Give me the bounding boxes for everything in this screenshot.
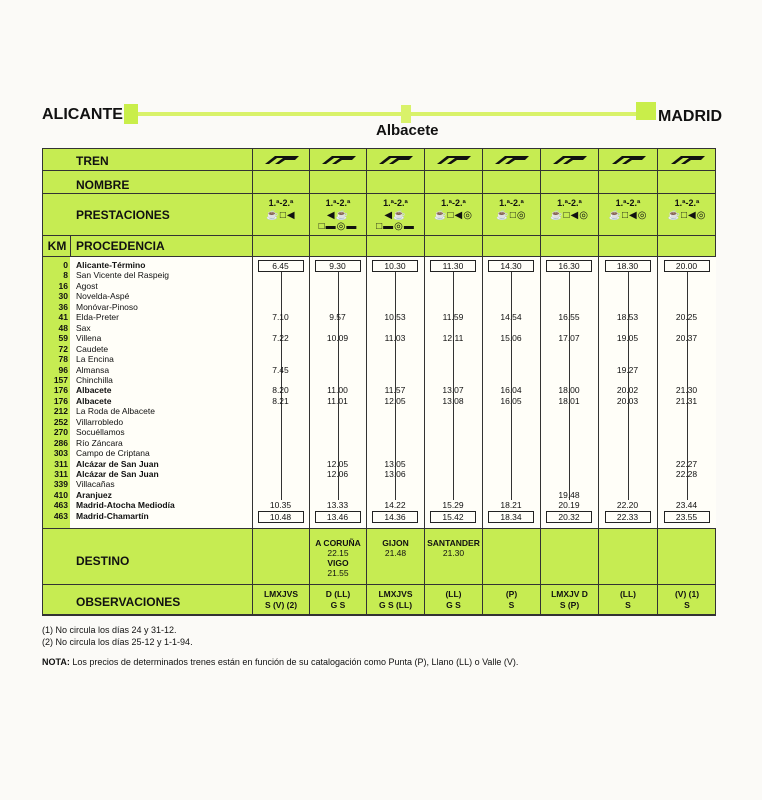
cup-icon: ☕ (667, 210, 681, 221)
time-cell: 12.05 (326, 458, 349, 469)
boxed-time: 23.55 (664, 511, 710, 523)
cup-icon: ☕ (266, 210, 280, 221)
services-icons (310, 210, 367, 232)
class-label: 1.ª-2.ª (441, 198, 466, 208)
destination-line: VIGO (327, 558, 349, 568)
km-value: 176 (53, 395, 68, 406)
observation-line: S (P) (559, 600, 580, 610)
boxed-time: 9.30 (315, 260, 361, 272)
grid-hline (42, 170, 716, 171)
speaker-icon: ◀ (629, 210, 638, 221)
time-cell: 15.29 (442, 500, 464, 511)
time-cell: 22.20 (616, 500, 639, 511)
services-icons (659, 210, 716, 221)
km-value: 30 (58, 291, 68, 302)
station-name: Madrid-Atocha Mediodía (76, 500, 175, 511)
ic-logo-icon (608, 154, 648, 166)
ic-logo-icon (667, 154, 707, 166)
observation-line: LMXJVS (263, 589, 298, 599)
km-value: 303 (53, 448, 68, 459)
observation-line: (P) (505, 589, 518, 599)
boxed-time: 6.45 (258, 260, 304, 272)
seat-icon: □ (509, 210, 517, 221)
services-icons (483, 210, 540, 221)
ic-logo-icon (491, 154, 531, 166)
time-cell: 20.19 (558, 500, 580, 511)
cup-icon: ☕ (608, 210, 622, 221)
observations-cell (367, 589, 424, 611)
km-value: 463 (53, 500, 68, 511)
time-cell: 7.22 (272, 333, 289, 344)
km-value: 212 (53, 406, 68, 417)
cup-icon: ☕ (393, 210, 407, 221)
grid-hline (42, 615, 716, 616)
origin-title: ALICANTE (42, 106, 123, 123)
observation-line: LMXJVS (378, 589, 413, 599)
time-cell: 9.57 (329, 312, 346, 323)
time-cell: 18.21 (500, 500, 522, 511)
cup-icon: ☕ (550, 210, 564, 221)
time-cell: 18.01 (558, 395, 580, 406)
station-name: Madrid-Chamartín (76, 510, 149, 521)
boxed-time: 18.30 (605, 260, 651, 272)
observations-cell (483, 589, 540, 611)
headphone-icon: ◎ (463, 210, 473, 221)
time-cell: 14.54 (500, 312, 522, 323)
km-value: 36 (58, 301, 68, 312)
station-name: Villarrobledo (76, 416, 124, 427)
km-value: 8 (63, 270, 68, 281)
observations-cell (659, 589, 716, 611)
observation-line: S (508, 600, 515, 610)
time-cell: 20.37 (675, 333, 698, 344)
time-cell: 13.33 (326, 500, 349, 511)
time-cell: 8.20 (272, 385, 289, 396)
nota-label: NOTA: (42, 657, 70, 667)
cup-icon: ☕ (434, 210, 448, 221)
label-observaciones: OBSERVACIONES (76, 595, 181, 609)
grid-hline (42, 193, 716, 194)
time-cell: 12.05 (384, 395, 406, 406)
services-icons (541, 210, 598, 221)
headphone-icon: ◎ (579, 210, 589, 221)
time-cell: 22.28 (675, 469, 698, 479)
km-value: 41 (58, 312, 68, 323)
car-icon: ▬ (346, 221, 358, 232)
time-cell: 13.07 (442, 385, 464, 396)
station-name: La Roda de Albacete (76, 406, 155, 417)
nota (42, 657, 518, 667)
km-value: 48 (58, 322, 68, 333)
label-tren: TREN (76, 154, 109, 168)
class-label: 1.ª-2.ª (615, 198, 641, 208)
observations-cell (310, 589, 367, 611)
time-cell: 11.59 (442, 312, 464, 323)
destination-title: MADRID (658, 108, 722, 125)
observation-line: (LL) (445, 589, 462, 599)
grid-hline (42, 584, 716, 585)
time-cell: 11.00 (327, 385, 348, 396)
seat-icon: □ (621, 210, 630, 221)
time-cell: 19.48 (558, 489, 580, 500)
station-name: Alicante-Término (76, 260, 146, 270)
observation-line: (LL) (619, 589, 637, 599)
station-name: La Encina (76, 354, 114, 365)
km-value: 78 (58, 354, 68, 365)
station-name: Alcázar de San Juan (76, 458, 159, 469)
station-name: Alcázar de San Juan (76, 469, 159, 479)
speaker-icon: ◀ (384, 210, 394, 221)
station-name: Caudete (76, 343, 109, 354)
grid-hline (42, 235, 716, 236)
speaker-icon: ◀ (688, 210, 697, 221)
observation-line: S (625, 600, 631, 610)
class-label: 1.ª-2.ª (674, 198, 700, 208)
destination-line: 21.30 (442, 548, 465, 558)
km-value: 339 (53, 479, 68, 490)
label-destino: DESTINO (76, 554, 130, 568)
time-cell: 18.00 (558, 385, 580, 396)
class-label: 1.ª-2.ª (499, 198, 524, 208)
station-name: Río Záncara (76, 437, 123, 448)
time-cell: 11.03 (384, 333, 406, 344)
ic-logo-icon (318, 154, 358, 166)
car-icon: ▬ (383, 221, 395, 232)
grid-hline (42, 528, 716, 529)
seat-icon: □ (376, 221, 384, 232)
time-cell: 19.05 (616, 333, 639, 344)
observation-line: LMXJV D (551, 589, 588, 599)
destination-line: SANTANDER (427, 538, 480, 548)
observations-cell (253, 589, 310, 611)
destination-cell (367, 538, 424, 558)
speaker-icon: ◀ (454, 210, 464, 221)
destination-cell (425, 538, 482, 558)
headphone-icon: ◎ (696, 210, 707, 221)
headphone-icon: ◎ (336, 221, 347, 232)
km-value: 16 (58, 280, 68, 291)
station-name: Aranjuez (76, 489, 112, 500)
observation-line: S (684, 600, 690, 610)
time-cell: 10.35 (269, 500, 292, 511)
speaker-icon: ◀ (286, 210, 296, 221)
boxed-time: 18.34 (488, 511, 534, 523)
grid-vline (70, 235, 71, 256)
km-value: 311 (54, 458, 68, 469)
class-label: 1.ª-2.ª (383, 198, 408, 208)
station-name: San Vicente del Raspeig (76, 270, 169, 281)
time-cell: 22.27 (675, 458, 698, 469)
km-value: 286 (53, 437, 68, 448)
station-name: Campo de Criptana (76, 448, 150, 459)
time-cell: 16.55 (558, 312, 580, 323)
destination-line: 21.48 (384, 548, 407, 558)
observations-cell (425, 589, 482, 611)
car-icon: ▬ (325, 221, 337, 232)
station-name: Sax (76, 322, 91, 333)
station-name: Socuéllamos (76, 427, 125, 438)
time-cell: 21.30 (675, 385, 698, 396)
boxed-time: 10.30 (372, 260, 418, 272)
boxed-time: 20.00 (664, 260, 710, 272)
destination-line: A CORUÑA (315, 538, 361, 548)
cup-icon: ☕ (335, 210, 350, 221)
time-cell: 13.08 (442, 395, 464, 406)
grid-hline (42, 256, 716, 257)
time-cell: 21.31 (675, 395, 698, 406)
time-cell: 7.45 (272, 364, 289, 375)
station-name: Villacañas (76, 479, 115, 490)
station-name: Villena (76, 333, 102, 344)
nota-text: Los precios de determinados trenes están en función de su catalogación como Punta (P), Llano (LL) o Valle (V). (69, 657, 519, 667)
services-icons (425, 210, 482, 221)
km-value: 463 (53, 510, 68, 521)
time-cell: 13.06 (384, 469, 406, 479)
time-cell: 17.07 (558, 333, 580, 344)
km-value: 311 (54, 469, 68, 479)
time-cell: 10.09 (326, 333, 349, 344)
observations-cell (541, 589, 598, 611)
time-cell: 7.10 (272, 312, 289, 323)
route-line (125, 112, 637, 116)
speaker-icon: ◀ (326, 210, 336, 221)
time-cell: 11.57 (384, 385, 406, 396)
time-cell: 18.53 (616, 312, 639, 323)
class-label: 1.ª-2.ª (268, 198, 294, 208)
km-value: 252 (53, 416, 68, 427)
headphone-icon: ◎ (394, 221, 404, 232)
time-cell: 10.53 (384, 312, 406, 323)
station-name: Chinchilla (76, 374, 113, 385)
seat-icon: □ (447, 210, 455, 221)
seat-icon: □ (318, 221, 326, 232)
station-name: Agost (76, 280, 98, 291)
ic-logo-icon (549, 154, 589, 166)
observation-line: (V) (1) (674, 589, 700, 599)
observation-line: G S (330, 600, 346, 610)
destination-line: GIJON (382, 538, 409, 548)
boxed-time: 14.30 (488, 260, 534, 272)
station-name: Albacete (76, 385, 112, 396)
class-label: 1.ª-2.ª (325, 198, 351, 208)
observation-line: G S (446, 600, 461, 610)
cup-icon: ☕ (496, 210, 510, 221)
route-marker-destination (636, 102, 656, 120)
boxed-time: 15.42 (430, 511, 476, 523)
time-cell: 16.05 (500, 395, 522, 406)
boxed-time: 13.46 (315, 511, 361, 523)
class-label: 1.ª-2.ª (557, 198, 582, 208)
time-cell: 11.01 (327, 395, 348, 406)
station-name: Almansa (76, 364, 110, 375)
station-name: Elda-Preter (76, 312, 119, 323)
boxed-time: 14.36 (372, 511, 418, 523)
destination-line: 22.15 (327, 548, 349, 558)
km-value: 96 (58, 364, 68, 375)
seat-icon: □ (563, 210, 571, 221)
boxed-time: 22.33 (605, 511, 651, 523)
km-value: 72 (58, 343, 68, 354)
car-icon: ▬ (403, 221, 415, 232)
time-cell: 20.02 (616, 385, 639, 396)
footnote-1: (1) No circula los días 24 y 31-12. (42, 625, 177, 635)
ic-logo-icon (433, 154, 473, 166)
boxed-time: 11.30 (430, 260, 476, 272)
km-value: 157 (53, 374, 68, 385)
time-cell: 20.25 (675, 312, 698, 323)
label-nombre: NOMBRE (76, 178, 130, 192)
time-cell: 16.04 (500, 385, 522, 396)
station-name: Monóvar-Pinoso (76, 301, 138, 312)
observation-line: D (LL) (325, 589, 351, 599)
destination-line: 21.55 (327, 568, 349, 578)
services-icons (600, 210, 657, 221)
boxed-time: 10.48 (258, 511, 304, 523)
time-cell: 14.22 (384, 500, 406, 511)
ic-logo-icon (375, 154, 415, 166)
time-cell: 23.44 (675, 500, 698, 511)
services-icons (253, 210, 310, 221)
destination-cell (310, 538, 367, 578)
boxed-time: 20.32 (546, 511, 592, 523)
ic-logo-icon (261, 154, 301, 166)
km-value: 0 (63, 260, 68, 270)
headphone-icon: ◎ (637, 210, 648, 221)
route-marker-via (401, 105, 411, 123)
time-cell: 19.27 (616, 364, 639, 375)
km-value: 59 (58, 333, 68, 344)
route-marker-origin (124, 104, 138, 124)
label-km: KM (47, 239, 67, 253)
time-cell: 20.03 (616, 395, 639, 406)
headphone-icon: ◎ (516, 210, 527, 221)
via-title: Albacete (376, 122, 439, 139)
label-procedencia: PROCEDENCIA (76, 239, 165, 253)
observations-cell (600, 589, 657, 611)
km-value: 410 (53, 489, 68, 500)
km-value: 270 (53, 427, 68, 438)
time-cell: 8.21 (272, 395, 289, 406)
seat-icon: □ (680, 210, 689, 221)
km-value: 176 (53, 385, 68, 396)
station-name: Novelda-Aspé (76, 291, 130, 302)
observation-line: G S (LL) (378, 600, 413, 610)
boxed-time: 16.30 (546, 260, 592, 272)
time-cell: 15.06 (500, 333, 522, 344)
station-name: Albacete (76, 395, 112, 406)
seat-icon: □ (279, 210, 287, 221)
services-icons (367, 210, 424, 232)
footnote-2: (2) No circula los días 25-12 y 1-1-94. (42, 637, 193, 647)
label-prestaciones: PRESTACIONES (76, 208, 170, 222)
observation-line: S (V) (2) (264, 600, 298, 610)
time-cell: 13.05 (384, 458, 406, 469)
time-cell: 12.06 (326, 469, 349, 479)
time-cell: 12.11 (442, 333, 464, 344)
speaker-icon: ◀ (570, 210, 580, 221)
